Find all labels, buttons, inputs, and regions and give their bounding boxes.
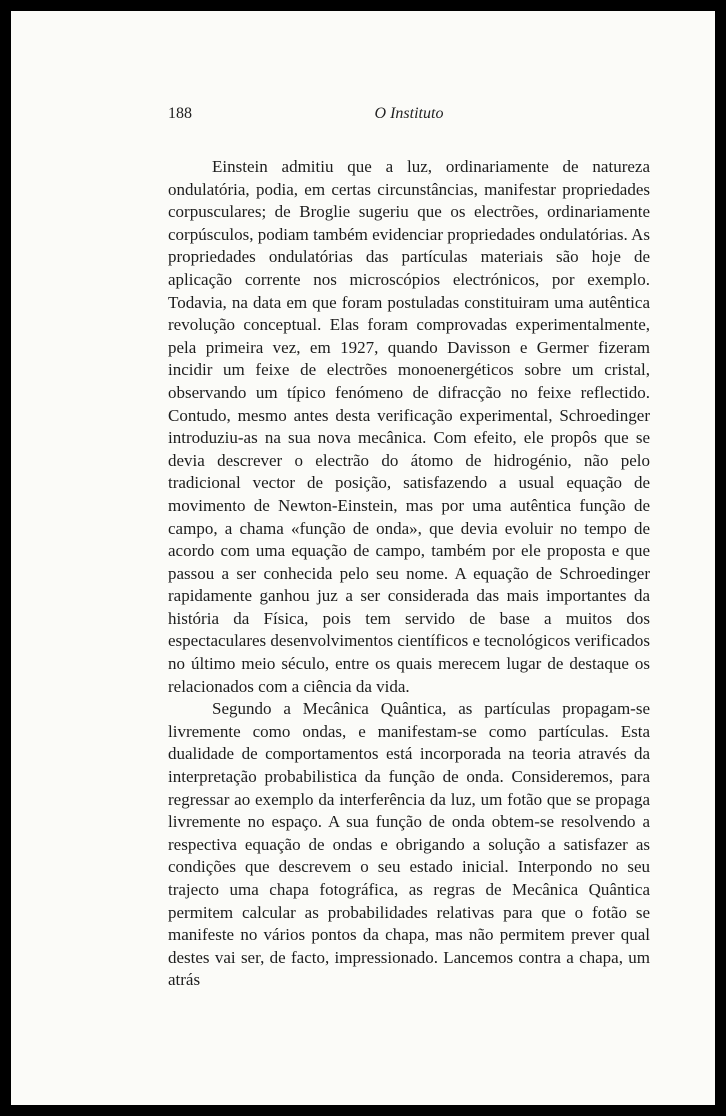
running-title: O Instituto — [374, 105, 444, 122]
page-number: 188 — [168, 105, 192, 122]
scanned-page — [11, 11, 715, 1105]
body-text — [168, 156, 650, 992]
page-header — [168, 105, 650, 129]
paragraph: Einstein admitiu que a luz, ordinariamente de natureza ondulatória, podia, em certas circunstâncias, manifestar propriedades corpusculares; de Broglie sugeriu que os electrões, ordinariamente corpúsculos, podiam também evidenciar propriedades ondulatórias. As propriedades ondulatórias das partículas materiais são hoje de aplicação corrente nos microscópios electrónicos, por exemplo. Todavia, na data em que foram postuladas constituiram uma autêntica revolução conceptual. Elas foram comprovadas experimentalmente, pela primeira vez, em 1927, quando Davisson e Germer fizeram incidir um feixe de electrões monoenergéticos sobre um cristal, observando um típico fenómeno de difracção no feixe reflectido. Contudo, mesmo antes desta verificação experimental, Schroedinger introduziu-as na sua nova mecânica. Com efeito, ele propôs que se devia descrever o electrão do átomo de hidrogénio, não pelo tradicional vector de posição, satisfazendo a usual equação de movimento de Newton-Einstein, mas por uma autêntica função de campo, a chama «função de onda», que devia evoluir no tempo de acordo com uma equação de campo, também por ele proposta e que passou a ser conhecida pelo seu nome. A equação de Schroedinger rapidamente ganhou juz a ser considerada das mais importantes da história da Física, pois tem servido de base a muitos dos espectaculares desenvolvimentos científicos e tecnológicos verificados no último meio século, entre os quais merecem lugar de destaque os relacionados com a ciência da vida. — [168, 157, 650, 696]
paragraph: Segundo a Mecânica Quântica, as partículas propagam-se livremente como ondas, e manifestam-se como partículas. Esta dualidade de comportamentos está incorporada na teoria através da interpretação probabilistica da função de onda. Consideremos, para regressar ao exemplo da interferência da luz, um fotão que se propaga livremente no espaço. A sua função de onda obtem-se resolvendo a respectiva equação de ondas e obrigando a solução a satisfazer as condições que descrevem o seu estado inicial. Interpondo no seu trajecto uma chapa fotográfica, as regras de Mecânica Quântica permitem calcular as probabilidades relativas para que o fotão se manifeste no vários pontos da chapa, mas não permitem prever qual destes vai ser, de facto, impressionado. Lancemos contra a chapa, um atrás — [168, 699, 650, 990]
